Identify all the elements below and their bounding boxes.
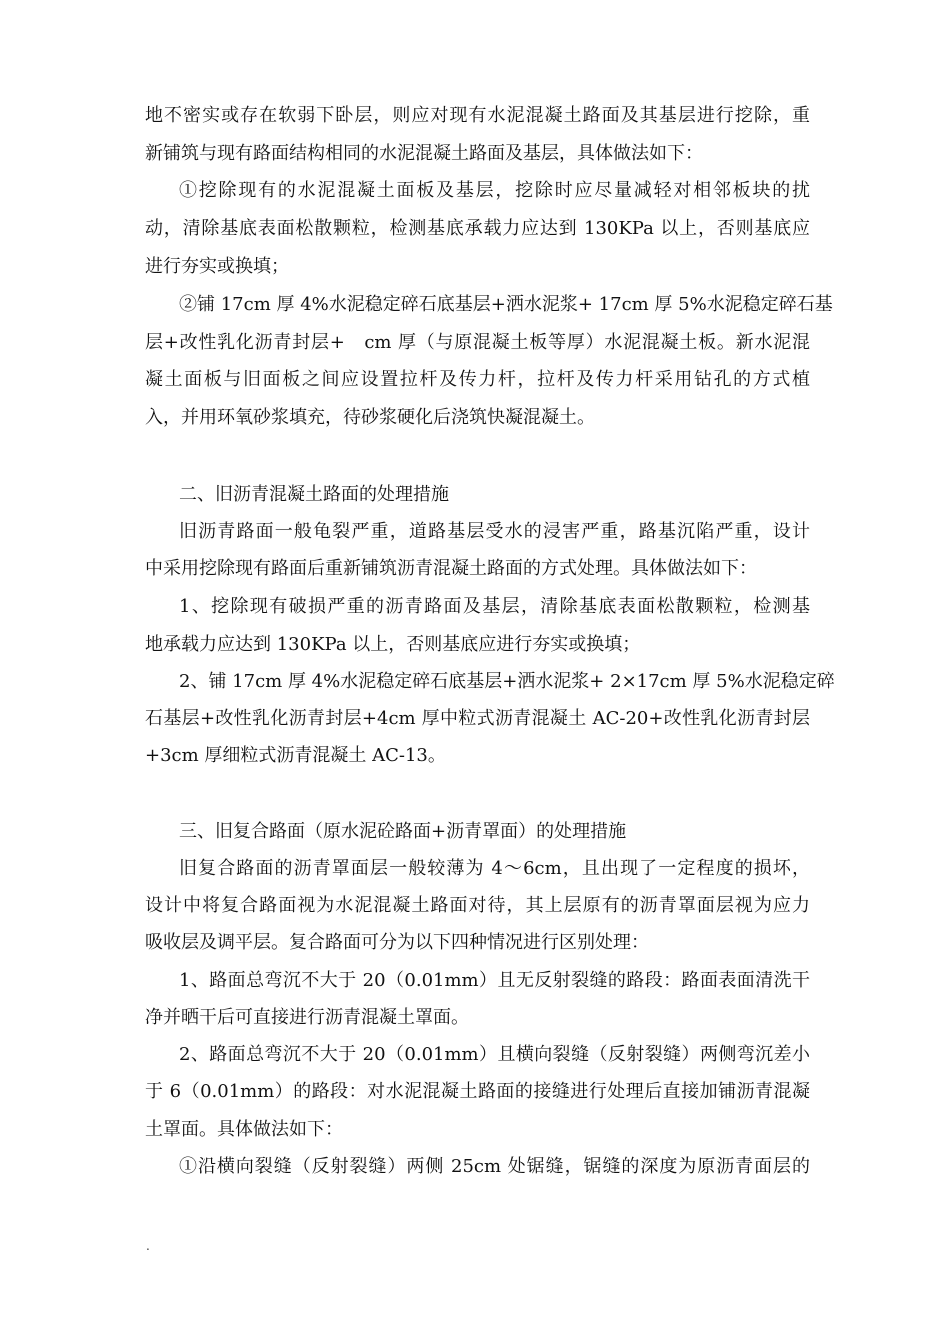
paragraph-line: 1、路面总弯沉不大于 20（0.01mm）且无反射裂缝的路段：路面表面清洗干 bbox=[179, 970, 810, 991]
paragraph-line: 中采用挖除现有路面后重新铺筑沥青混凝土路面的方式处理。具体做法如下： bbox=[145, 558, 757, 579]
paragraph-line: 新铺筑与现有路面结构相同的水泥混凝土路面及基层，具体做法如下： bbox=[145, 143, 703, 164]
paragraph-line: 于 6（0.01mm）的路段：对水泥混凝土路面的接缝进行处理后直接加铺沥青混凝 bbox=[145, 1081, 810, 1102]
footer-mark: . bbox=[146, 1239, 150, 1253]
paragraph-line: 土罩面。具体做法如下： bbox=[145, 1119, 343, 1140]
paragraph-line: ②铺 17cm 厚 4%水泥稳定碎石底基层+洒水泥浆+ 17cm 厚 5%水泥稳定碎石基 bbox=[179, 294, 833, 315]
paragraph-line: 地承载力应达到 130KPa 以上，否则基底应进行夯实或换填； bbox=[145, 634, 641, 655]
paragraph-line: 设计中将复合路面视为水泥混凝土路面对待，其上层原有的沥青罩面层视为应力 bbox=[145, 895, 810, 916]
paragraph-line: 旧复合路面的沥青罩面层一般较薄为 4～6cm，且出现了一定程度的损坏， bbox=[179, 858, 810, 879]
paragraph-line: 1、挖除现有破损严重的沥青路面及基层，清除基底表面松散颗粒，检测基 bbox=[179, 596, 810, 617]
paragraph-line: 动，清除基底表面松散颗粒，检测基底承载力应达到 130KPa 以上，否则基底应 bbox=[145, 218, 810, 239]
paragraph-line: 入，并用环氧砂浆填充，待砂浆硬化后浇筑快凝混凝土。 bbox=[145, 407, 595, 428]
paragraph-line: ①沿横向裂缝（反射裂缝）两侧 25cm 处锯缝，锯缝的深度为原沥青面层的 bbox=[179, 1156, 810, 1177]
paragraph-line: 进行夯实或换填； bbox=[145, 256, 289, 277]
paragraph-line: 2、路面总弯沉不大于 20（0.01mm）且横向裂缝（反射裂缝）两侧弯沉差小 bbox=[179, 1044, 810, 1065]
paragraph-line: 吸收层及调平层。复合路面可分为以下四种情况进行区别处理： bbox=[145, 932, 649, 953]
paragraph-line: +3cm 厚细粒式沥青混凝土 AC-13。 bbox=[145, 745, 446, 766]
section-heading: 三、旧复合路面（原水泥砼路面+沥青罩面）的处理措施 bbox=[179, 821, 627, 842]
paragraph-line: 石基层+改性乳化沥青封层+4cm 厚中粒式沥青混凝土 AC-20+改性乳化沥青封层 bbox=[145, 708, 810, 729]
paragraph-line: 层+改性乳化沥青封层+ cm 厚（与原混凝土板等厚）水泥混凝土板。新水泥混 bbox=[145, 332, 810, 353]
paragraph-line: 凝土面板与旧面板之间应设置拉杆及传力杆，拉杆及传力杆采用钻孔的方式植 bbox=[145, 369, 810, 390]
paragraph-line: 2、铺 17cm 厚 4%水泥稳定碎石底基层+洒水泥浆+ 2×17cm 厚 5%水泥稳定碎 bbox=[179, 671, 835, 692]
section-heading: 二、旧沥青混凝土路面的处理措施 bbox=[179, 484, 449, 505]
paragraph-line: 旧沥青路面一般龟裂严重，道路基层受水的浸害严重，路基沉陷严重，设计 bbox=[179, 521, 810, 542]
paragraph-line: 净并晒干后可直接进行沥青混凝土罩面。 bbox=[145, 1007, 469, 1028]
paragraph-line: ①挖除现有的水泥混凝土面板及基层，挖除时应尽量减轻对相邻板块的扰 bbox=[179, 180, 810, 201]
paragraph-line: 地不密实或存在软弱下卧层，则应对现有水泥混凝土路面及其基层进行挖除，重 bbox=[145, 105, 810, 126]
